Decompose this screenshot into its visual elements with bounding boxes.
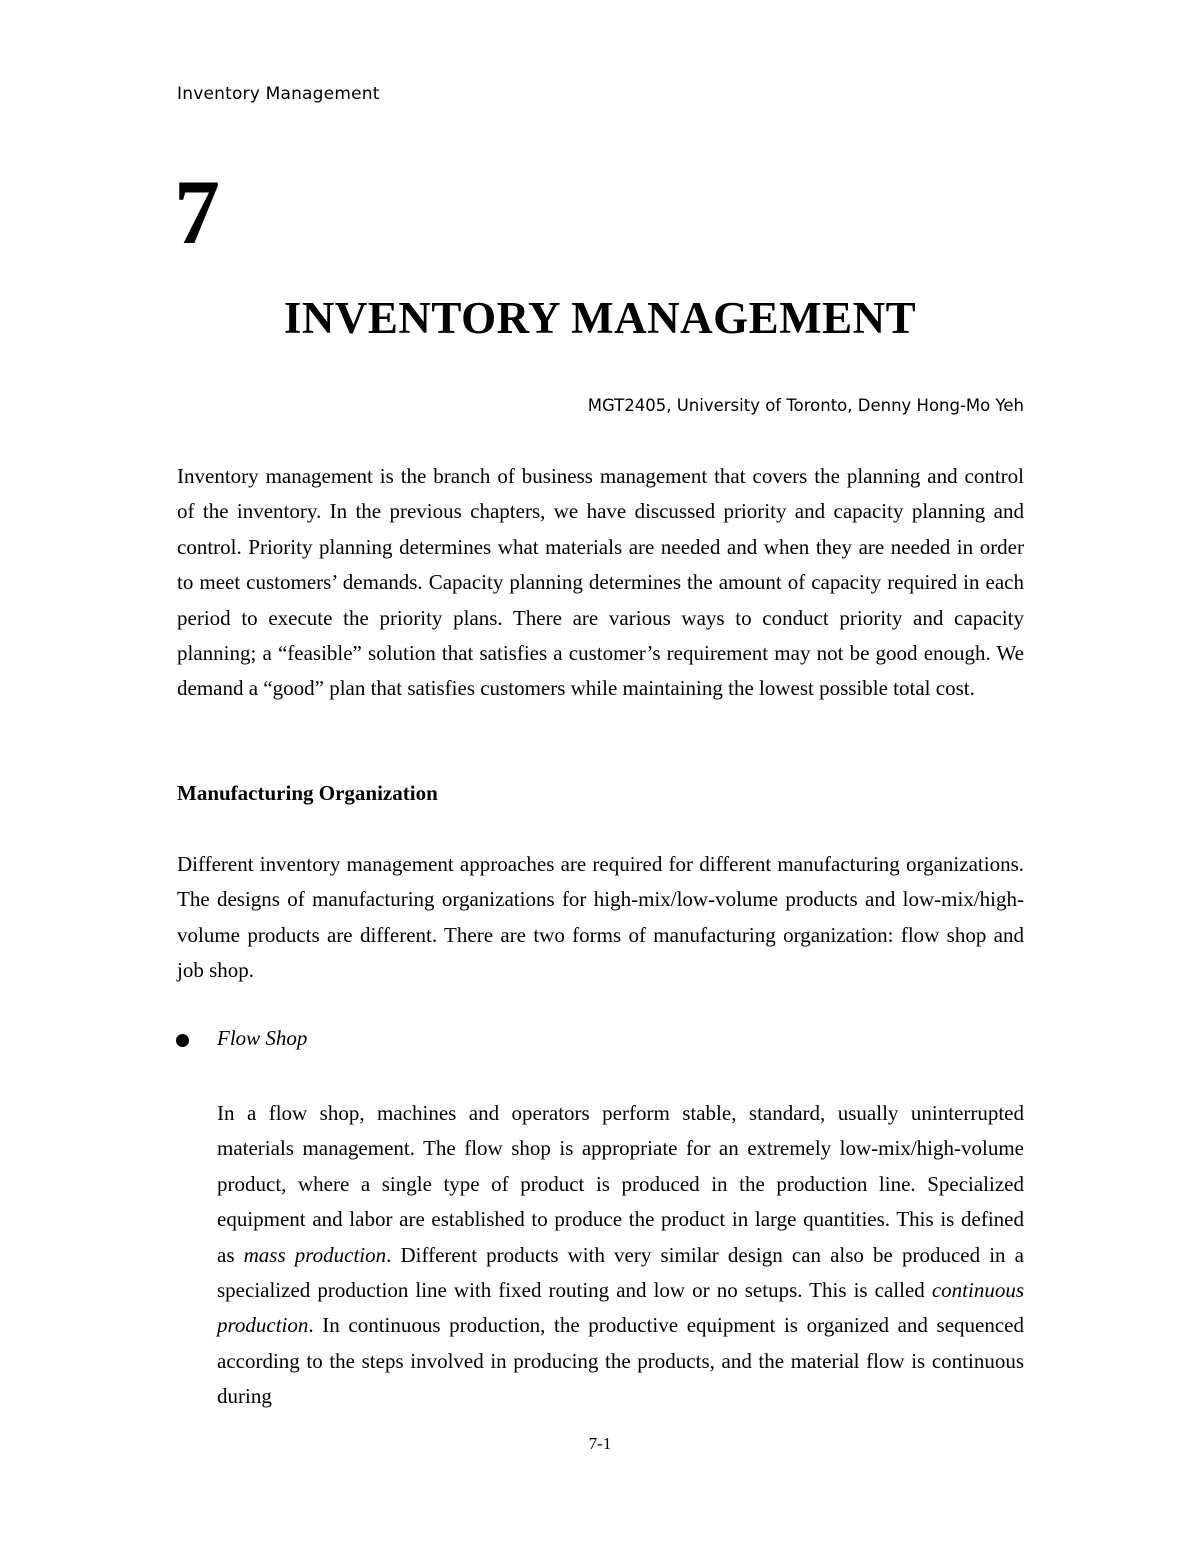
term-mass-production: mass production <box>243 1242 387 1267</box>
term-continuous-production: continuous production <box>217 1278 1024 1338</box>
page-number: 7-1 <box>588 1434 612 1453</box>
flow-shop-text-part3: . In continuous production, the productive equipment is organized and sequenced according to the steps involved in producing the products, and the material flow is continuous during <box>217 1313 1024 1409</box>
running-header: Inventory Management <box>177 84 380 104</box>
flow-shop-text-part1: In a flow shop, machines and operators perform stable, standard, usually uninterrupted materials management. The flow shop is appropriate for an extremely low-mix/high-volume product, where a single type of product is produced in the production line. Specialized equipment and labor are established to produce the product in large quantities. This is defined as <box>217 1101 1024 1267</box>
bullet-icon <box>176 1034 189 1047</box>
flow-shop-heading: Flow Shop <box>217 1026 308 1050</box>
flow-shop-text-part2: . Different products with very similar design can also be produced in a specialized production line with fixed routing and low or no setups. This is called <box>217 1242 1024 1303</box>
manufacturing-paragraph: Different inventory management approaches are required for different manufacturing organizations. The designs of manufacturing organizations for high-mix/low-volume products and low-mix/high-volume products are different. There are two forms of manufacturing organization: flow shop and job shop. <box>177 852 1024 983</box>
author-attribution: MGT2405, University of Toronto, Denny Hong-Mo Yeh <box>587 396 1024 415</box>
section-heading: Manufacturing Organization <box>177 781 438 805</box>
chapter-number: 7 <box>174 161 220 263</box>
chapter-title: INVENTORY MANAGEMENT <box>283 293 917 343</box>
intro-paragraph: Inventory management is the branch of business management that covers the planning and control of the inventory. In the previous chapters, we have discussed priority and capacity planning and control. Priority planning determines what materials are needed and when they are needed in order to meet customers’ demands. Capacity planning determines the amount of capacity required in each period to execute the priority plans. There are various ways to conduct priority and capacity planning; a “feasible” solution that satisfies a customer’s requirement may not be good enough. We demand a “good” plan that satisfies customers while maintaining the lowest possible total cost. <box>177 464 1024 701</box>
flow-shop-paragraph <box>217 1096 1024 1415</box>
